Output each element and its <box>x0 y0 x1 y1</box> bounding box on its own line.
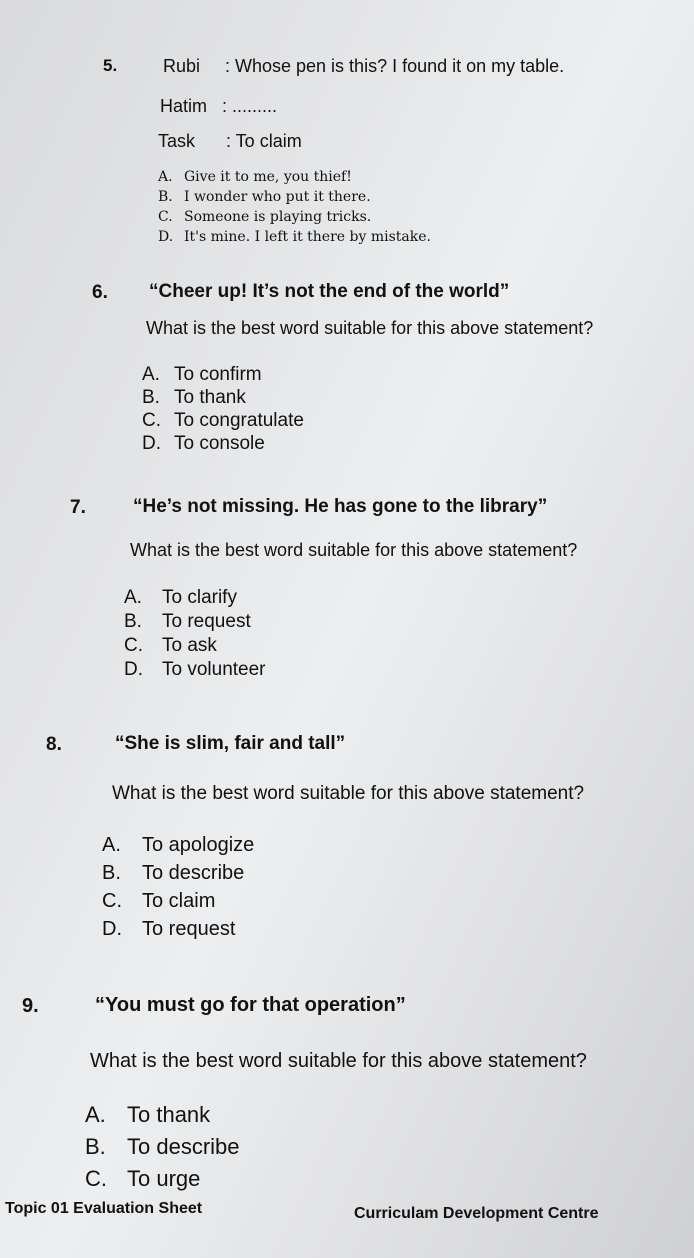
option-letter: D. <box>142 433 161 454</box>
option-text: Give it to me, you thief! <box>184 169 352 185</box>
option-text: I wonder who put it there. <box>184 189 371 205</box>
option-letter: B. <box>158 189 173 205</box>
option-a[interactable] <box>85 1099 240 1131</box>
option-letter: B. <box>102 862 121 884</box>
options-list <box>158 167 431 247</box>
question-number: 5. <box>103 56 118 75</box>
option-text: To claim <box>142 890 216 912</box>
option-text: To apologize <box>142 834 255 856</box>
option-letter: C. <box>102 890 122 912</box>
option-a[interactable] <box>142 363 304 386</box>
dialogue-text: : ......... <box>222 96 278 116</box>
dialogue-text: : Whose pen is this? I found it on my table. <box>225 56 565 76</box>
question-prompt: What is the best word suitable for this above statement? <box>90 1050 587 1072</box>
option-text: To volunteer <box>162 659 266 680</box>
dialogue-line-rubi <box>163 55 564 77</box>
question-number: 8. <box>46 734 62 755</box>
footer-right: Curriculam Development Centre <box>354 1205 599 1222</box>
option-text: To request <box>162 611 251 632</box>
option-letter: C. <box>85 1166 107 1191</box>
option-c[interactable] <box>124 634 266 658</box>
option-text: To describe <box>142 862 245 884</box>
question-number: 6. <box>92 282 108 303</box>
question-statement: “She is slim, fair and tall” <box>115 733 346 754</box>
option-letter: C. <box>124 635 143 656</box>
option-b[interactable] <box>85 1131 240 1163</box>
option-d[interactable] <box>158 227 431 247</box>
option-text: To clarify <box>162 587 237 608</box>
option-b[interactable] <box>124 610 266 634</box>
option-c[interactable] <box>158 207 431 227</box>
option-letter: B. <box>142 387 160 408</box>
question-statement: “You must go for that operation” <box>95 994 406 1016</box>
option-text: To console <box>174 433 265 454</box>
option-text: To confirm <box>174 364 262 385</box>
option-letter: A. <box>85 1102 106 1127</box>
option-text: To urge <box>127 1166 201 1191</box>
option-d[interactable] <box>124 658 266 682</box>
options-list <box>124 586 266 682</box>
option-letter: B. <box>124 611 142 632</box>
option-text: To ask <box>162 635 217 656</box>
option-letter: A. <box>102 834 121 856</box>
option-text: Someone is playing tricks. <box>184 209 372 225</box>
option-b[interactable] <box>142 386 304 409</box>
option-c[interactable] <box>142 409 304 432</box>
question-statement: “Cheer up! It’s not the end of the world” <box>149 281 510 302</box>
speaker-name: Rubi <box>163 56 201 76</box>
speaker-name: Hatim <box>160 96 208 116</box>
dialogue-text: : To claim <box>226 131 302 151</box>
option-text: To thank <box>174 387 246 408</box>
options-list <box>85 1099 240 1195</box>
question-number: 9. <box>22 995 39 1017</box>
option-b[interactable] <box>102 859 254 887</box>
question-statement: “He’s not missing. He has gone to the library” <box>133 496 548 517</box>
question-number: 7. <box>70 497 86 518</box>
option-text: To request <box>142 918 236 940</box>
dialogue-line-task <box>158 130 302 152</box>
option-c[interactable] <box>102 887 254 915</box>
option-letter: A. <box>142 364 160 385</box>
option-letter: C. <box>142 410 161 431</box>
option-text: To describe <box>127 1134 240 1159</box>
option-letter: A. <box>158 169 173 185</box>
option-c[interactable] <box>85 1163 240 1195</box>
question-prompt: What is the best word suitable for this above statement? <box>130 540 578 560</box>
option-text: It's mine. I left it there by mistake. <box>184 229 431 245</box>
options-list <box>142 363 304 455</box>
option-text: To congratulate <box>174 410 304 431</box>
dialogue-line-hatim <box>160 95 277 117</box>
question-prompt: What is the best word suitable for this above statement? <box>112 783 585 804</box>
option-letter: D. <box>102 918 122 940</box>
options-list <box>102 831 254 943</box>
option-a[interactable] <box>158 167 431 187</box>
option-d[interactable] <box>142 432 304 455</box>
option-letter: C. <box>158 209 173 225</box>
option-letter: A. <box>124 587 142 608</box>
question-prompt: What is the best word suitable for this above statement? <box>146 318 594 338</box>
option-letter: D. <box>158 229 174 245</box>
option-d[interactable] <box>102 915 254 943</box>
option-letter: B. <box>85 1134 106 1159</box>
option-letter: D. <box>124 659 143 680</box>
option-a[interactable] <box>102 831 254 859</box>
option-b[interactable] <box>158 187 431 207</box>
speaker-name: Task <box>158 131 196 151</box>
footer-left: Topic 01 Evaluation Sheet <box>5 1200 203 1217</box>
option-a[interactable] <box>124 586 266 610</box>
option-text: To thank <box>127 1102 211 1127</box>
